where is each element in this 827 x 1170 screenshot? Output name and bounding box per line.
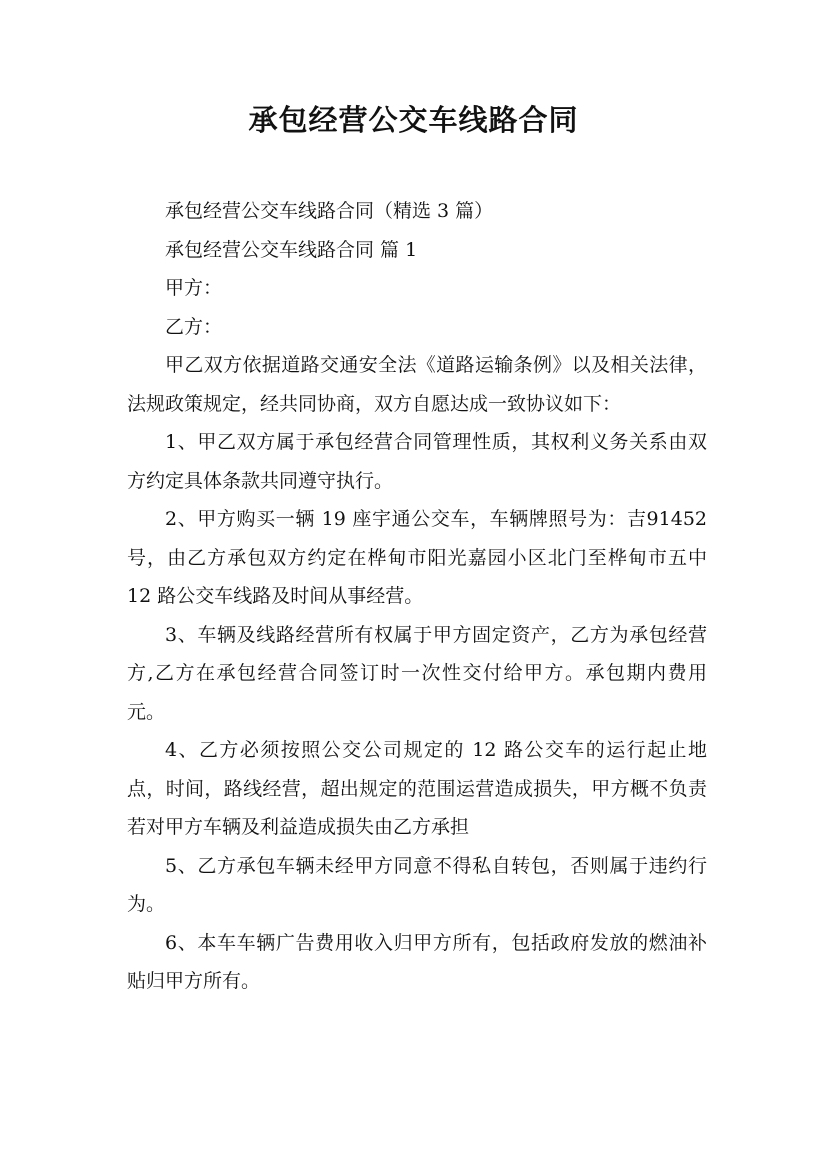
paragraph-clause-4: 4、乙方必须按照公交公司规定的 12 路公交车的运行起止地点，时间，路线经营，超出规定的范围运营造成损失，甲方概不负责若对甲方车辆及利益造成损失由乙方承担 — [127, 739, 707, 838]
paragraph-party-b: 乙方： — [165, 315, 223, 338]
paragraph-section-heading: 承包经营公交车线路合同 篇 1 — [165, 238, 418, 261]
paragraph-preamble: 甲乙双方依据道路交通安全法《道路运输条例》以及相关法律，法规政策规定，经共同协商，双方自愿达成一致协议如下： — [127, 354, 707, 415]
paragraph-clause-1: 1、甲乙双方属于承包经营合同管理性质，其权利义务关系由双方约定具体条款共同遵守执行。 — [127, 431, 707, 492]
document-body — [127, 192, 707, 1001]
paragraph-clause-6: 6、本车车辆广告费用收入归甲方所有，包括政府发放的燃油补贴归甲方所有。 — [127, 931, 707, 992]
paragraph-clause-3: 3、车辆及线路经营所有权属于甲方固定资产，乙方为承包经营方,乙方在承包经营合同签订时一次性交付给甲方。承包期内费用 元。 — [127, 623, 707, 723]
paragraph-subtitle: 承包经营公交车线路合同（精选 3 篇） — [165, 200, 494, 222]
paragraph-clause-5: 5、乙方承包车辆未经甲方同意不得私自转包，否则属于违约行为。 — [127, 854, 707, 915]
paragraph-party-a: 甲方： — [165, 277, 223, 299]
paragraph-clause-2: 2、甲方购买一辆 19 座宇通公交车，车辆牌照号为：吉91452 号，由乙方承包双方约定在桦甸市阳光嘉园小区北门至桦甸市五中 12 路公交车线路及时间从事经营。 — [127, 508, 707, 607]
document-title: 承包经营公交车线路合同 — [248, 103, 579, 137]
